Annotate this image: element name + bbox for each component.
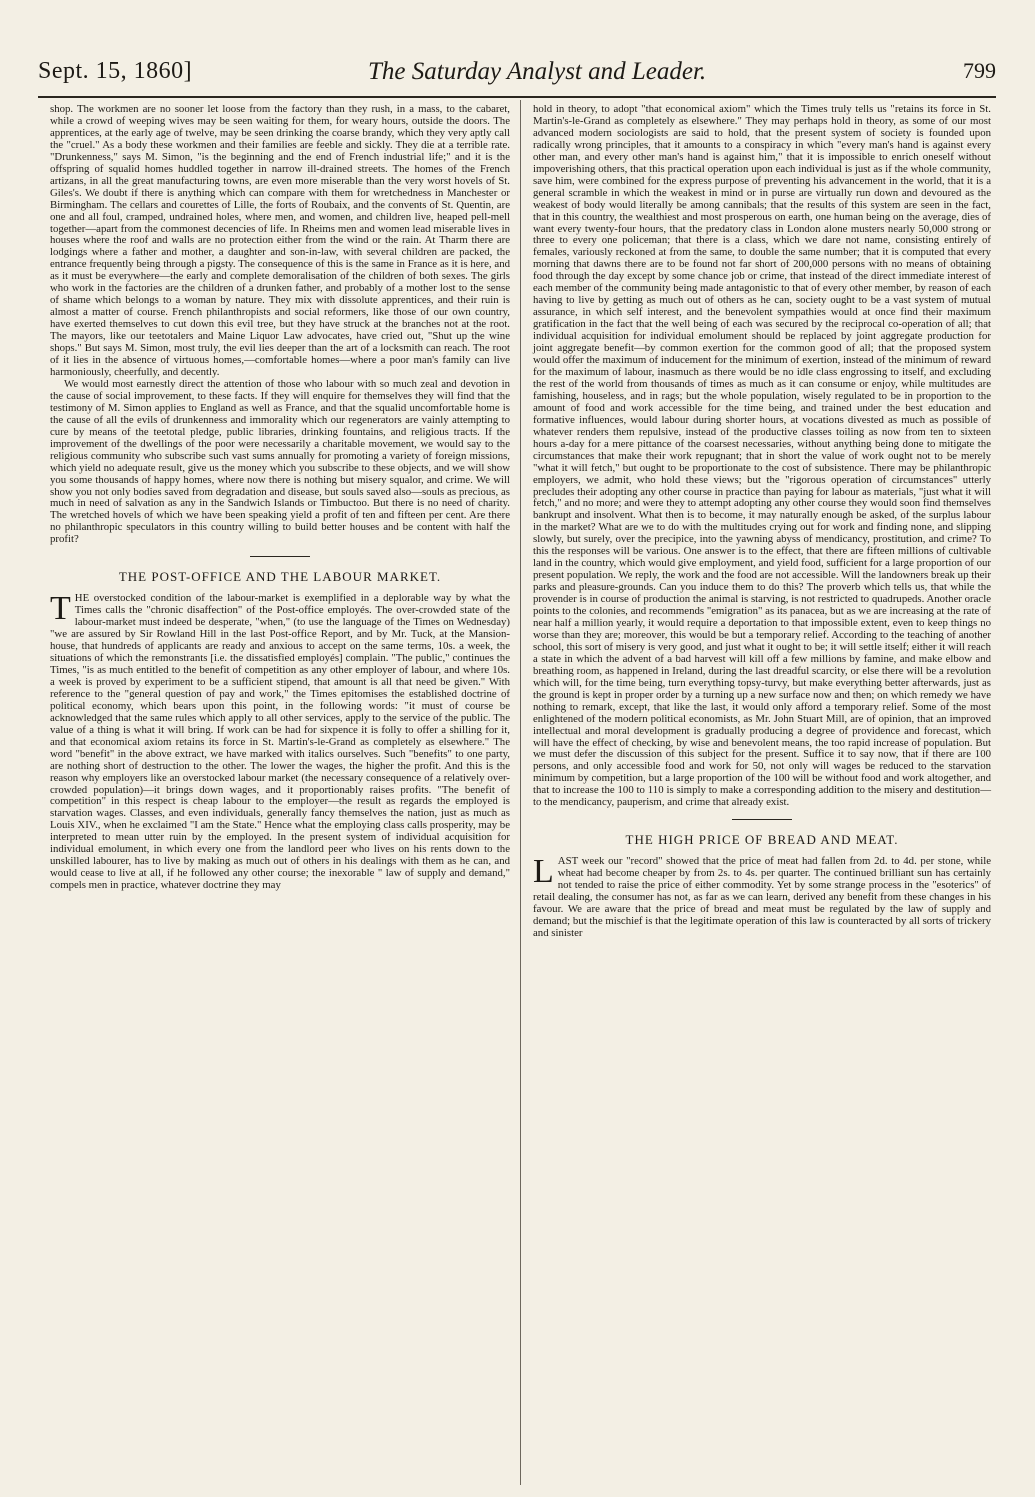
section-divider [250, 556, 310, 557]
page-header [38, 58, 996, 94]
left-column [50, 104, 510, 892]
article-paragraph-bread-meat [533, 853, 991, 940]
drop-cap: T [50, 590, 71, 628]
section-divider [732, 819, 792, 820]
article-paragraph: We would most earnestly direct the attention of those who labour with so much zeal and devotion in the cause of social improvement, to these facts. If they will enquire for themselves they will find that the testimony of M. Simon applies to England as well as France, and that the squalid uncomfortable home is the cause of all the evils of drunkenness and immorality which our regenerators are vainly attempting to cure by means of the teetotal pledge, public libraries, drinking fountains, and religious tracts. If the improvement of the dwellings of the poor were necessarily a charitable movement, we would say to the religious community who subscribe such vast sums annually for promoting a variety of foreign missions, which yield no adequate result, give us the money which you subscribe to these objects, and we will show you some thousands of happy homes, where now there is nothing but misery squalor, and crime. We will show you not only bodies saved from degradation and disease, but souls saved also—souls as precious, as much in need of salvation as any in the Sandwich Islands or Timbuctoo. But there is no need of charity. The wretched hovels of which we have been speaking yield a profit of ten and fifteen per cent. Are there no philanthropic speculators in this country willing to build better houses and be content with half the profit? [50, 377, 510, 546]
paragraph-text: AST week our "record" showed that the price of meat had fallen from 2d. to 4d. per stone, while wheat had become cheaper by from 2s. to 4s. per quarter. The continued brilliant sun has certainly not tended to raise the price of either commodity. Yet by some strange process in the "esoterics" of retail dealing, the consumer has not, as far as we can learn, derived any benefit from these changes in his favour. We are aware that the price of bread and meat must be regulated by the law of supply and demand; but the mischief is that the legitimate operation of this law is counteracted by all sorts of trickery and sinister [533, 855, 991, 939]
column-divider [520, 100, 521, 1485]
issue-date: Sept. 15, 1860] [38, 58, 193, 84]
section-heading-post-office: THE POST-OFFICE AND THE LABOUR MARKET. [118, 569, 442, 585]
section-heading-bread-meat: THE HIGH PRICE OF BREAD AND MEAT. [625, 832, 899, 848]
header-rule [38, 96, 996, 98]
right-column [533, 104, 991, 940]
article-paragraph: hold in theory, to adopt "that economical axiom" which the Times truly tells us "retains its force in St. Martin's-le-Grand as completely as elsewhere." They may perhaps hold in theory, as some of our most advanced modern sociologists are said to hold, that the present system of society is founded upon radically wrong principles, that it amounts to a conspiracy in which "every man's hand is against every other man, and every other man's hand is against him," that it is impossible to enrich oneself without impoverishing others, that this practical operation upon each individual is just as if the whole community, save him, were combined for the express purpose of preventing his advancement in the world, that it is a general scramble in which the weakest in mind or in purse are virtually run down and devoured as the weakest of body would literally be among cannibals; that the results of this system are seen in the fact, that in this country, the wealthiest and most prosperous on earth, one human being on the average, dies of want every twenty-four hours, that the predatory class in London alone musters nearly 50,000 strong or three to every one policeman; that there is a class, which we dare not name, consisting entirely of females, variously reckoned at from the same, to double the same number; that it is computed that every morning that dawns there are to be found not far short of 200,000 persons with no means of obtaining food through the day except by some chance job or crime, that instead of the direct immediate interest of each member of the community being made antagonistic to that of every other member, by reason of each having to live by getting as much out of others as he can, society ought to be a vast system of mutual assurance, in which self interest, and the benevolent sympathies would at once find their maximum gratification in the fact that the well being of each was secured by the reciprocal co-operation of all; that individual acquisition for individual emolument should be replaced by joint aggregate production for joint aggregate benefit—by common exertion for the common good of all; that the proposed system would offer the maximum of inducement for the minimum of exertion, instead of the minimum of reward for the maximum of labour, inasmuch as there would be no idle class engrossing to itself, and excluding the rest of the world from thousands of times as much as it can consume or enjoy, while multitudes are famishing, houseless, and in rags; but the whole population, wisely regulated to be in proportion to the amount of food and work accessible for the time being, and trained under the best education and formative influences, would labour during shorter hours, at vocations divested as much as possible of whatever renders them repulsive, instead of the productive classes toiling as now from ten to sixteen hours a-day for a mere pittance of the coarsest necessaries, without anything being done to mitigate the circumstances that make their work repugnant; that in short the value of work ought not to be merely "what it will fetch," but ought to be proportionate to the cost of subsistence. There may be philanthropic employers, we admit, who hold these views; but the "rigorous operation of circumstances" utterly precludes their adopting any other course in practice than paying for labour as materials, "just what it will fetch," and no more; and were they to attempt adopting any other course they would soon find themselves bankrupt and insolvent. What then is to become, it may naturally enough be asked, of the surplus labour in the market? What are we to do with the multitudes crying out for work and finding none, and slipping slowly, but surely, over the precipice, into the yawning abyss of mendicancy, prostitution, and crime? To this the responses will be various. One answer is to the effect, that there are fifteen millions of cultivable land in the country, which would give employment, and yield food, sufficient for a large proportion of our present population. We reply, the work and the food are not accessible. Will the landowners break up their parks and pleasure-grounds. Can you induce them to do this? The proverb which tells us, that while the provender is in course of production the animal is starving, is not restricted to quadrupeds. Another oracle points to the colonies, and recommends "emigration" as its panacea, but as we are increasing at the rate of near half a million yearly, it would require a deportation to that impossible extent, even to keep things no worse than they are; moreover, this would be but a temporary relief. According to the teaching of another school, this sort of misery is very good, and just what it ought to be; it will settle itself; either it will reach a state in which the advent of a bad harvest will kill off a few millions by famine, and make elbow and breathing room, as happened in Ireland, during the last dreadful scarcity, or else there will be a revolution which will, for the time being, turn everything topsy-turvy, but make everything better afterwards, just as the ground is kept in proper order by a turning up a new surface now and then; on which remedy we have nothing to remark, except, that like the last, it would only afford a temporary relief. Some of the most enlightened of the modern political economists, as Mr. John Stuart Mill, are of opinion, that an improved intellectual and moral development is gradually producing a degree of providence and forecast, which will have the effect of checking, by wise and benevolent means, the too rapid increase of population. But we must defer the discussion of this subject for the present. Suffice it to say now, that if there are 100 persons, and only accessible food and work for 50, not only will wages be reduced to the starvation minimum by competition, but a large proportion of the 100 will be without food and work altogether, and that to increase the 100 to 110 is simply to make a corresponding addition to the misery and destitution—to the mendicancy, pauperism, and crime that already exist. [533, 103, 991, 809]
article-paragraph: shop. The workmen are no sooner let loose from the factory than they rush, in a mass, to the cabaret, while a crowd of weeping wives may be seen waiting for them, for weary hours, outside the doors. The apprentices, at the early age of twelve, may be seen drinking the coarse brandy, which they very aptly call the "cruel." As a body these workmen and their families are feeble and sickly. They die at a terrible rate. "Drunkenness," says M. Simon, "is the beginning and the end of French industrial life;" and it is the offspring of squalid homes huddled together in narrow ill-drained streets. The homes of the French artizans, in all the great manufacturing towns, are even more miserable than the very worst hovels of St. Giles's. We doubt if there is anything which can compare with them for wretchedness in Manchester or Birmingham. The cellars and courettes of Lille, the forts of Roubaix, and the convents of St. Quentin, are one and all foul, cramped, undrained holes, where men, and women, and children live, heaped pell-mell together—apart from the commonest decencies of life. In Rheims men and women lead miserable lives in houses where the roof and walls are no protection either from the wind or the rain. At Tharm there are lodgings where a father and mother, a daughter and son-in-law, with several children are packed, the entrance frequently being through a pigsty. The consequence of this is the same in France as it is here, and as it must be everywhere—the early and complete demoralisation of the children of both sexes. The girls who work in the factories are the children of a drunken father, and probably of a mother lost to the sense of shame which belongs to a woman by nature. They mix with dissolute apprentices, and their ruin is almost a matter of course. French philanthropists and social reformers, like those of our own country, have exerted themselves to cut down this evil tree, but they have struck at the branches not at the root. The mayors, like our teetotalers and Maine Liquor Law advocates, have cried out, "Shut up the wine shops." But says M. Simon, most truly, the evil lies deeper than the art of a locksmith can reach. The root of it lies in the absence of virtuous homes,—comfortable homes—where a poor man's family can live harmoniously, cheerfully, and decently. [50, 103, 510, 378]
paragraph-text: HE overstocked condition of the labour-market is exemplified in a deplorable way by what the Times calls the "chronic disaffection" of the Post-office employés. The over-crowded state of the labour-market must indeed be desperate, "when," (to use the language of the Times on Wednesday) "we are assured by Sir Rowland Hill in the last Post-office Report, and by Mr. Tuck, at the Mansion-house, that hundreds of applicants are ready and anxious to accept on the same terms, 10s. a week, the situations of which the remonstrants [i.e. the dissatisfied employés] complain. "The public," continues the Times, "is as much entitled to the benefit of competition as any other employer of labour, and where 10s. a week is proved by experiment to be a sufficient stipend, that amount is all that need be given." With reference to the "general question of pay and work," the Times epitomises the established doctrine of political economy, which bears upon this point, in the following words: "it must of course be acknowledged that the same rules which apply to all other services, apply to the service of the public. The value of a thing is what it will bring. If work can be had for sixpence it is folly to offer a shilling for it, and that economical axiom retains its force in St. Martin's-le-Grand as completely as elsewhere." The word "benefit" in the above extract, we have marked with italics ourselves. Such "benefits" to one party, are nothing short of destruction to the other. The lower the wages, the higher the profit. And this is the reason why employers like an overstocked labour market (the necessary consequence of a relatively over-crowded population)—it brings down wages, and it proportionably raises profits. "The benefit of competition" in this respect is cheap labour to the employer—the result as regards the employed is starvation wages. Classes, and even individuals, generally fancy themselves the nation, just as much as Louis XIV., when he exclaimed "I am the State." Hence what the employing class calls prosperity, may be interpreted to mean utter ruin by the employed. In the present system of individual acquisition for individual emolument, in which every one from the landlord peer who lives on his rents down to the unskilled labourer, has to live by making as much out of others in his dealings with them as he can, and would cease to live at all, if he followed any other course; the inexorable " law of supply and demand," compels men in practice, whatever doctrine they may [50, 592, 510, 892]
publication-title: The Saturday Analyst and Leader. [368, 58, 707, 85]
drop-cap: L [533, 853, 554, 891]
article-paragraph-post-office [50, 590, 510, 892]
page-number: 799 [963, 58, 996, 83]
